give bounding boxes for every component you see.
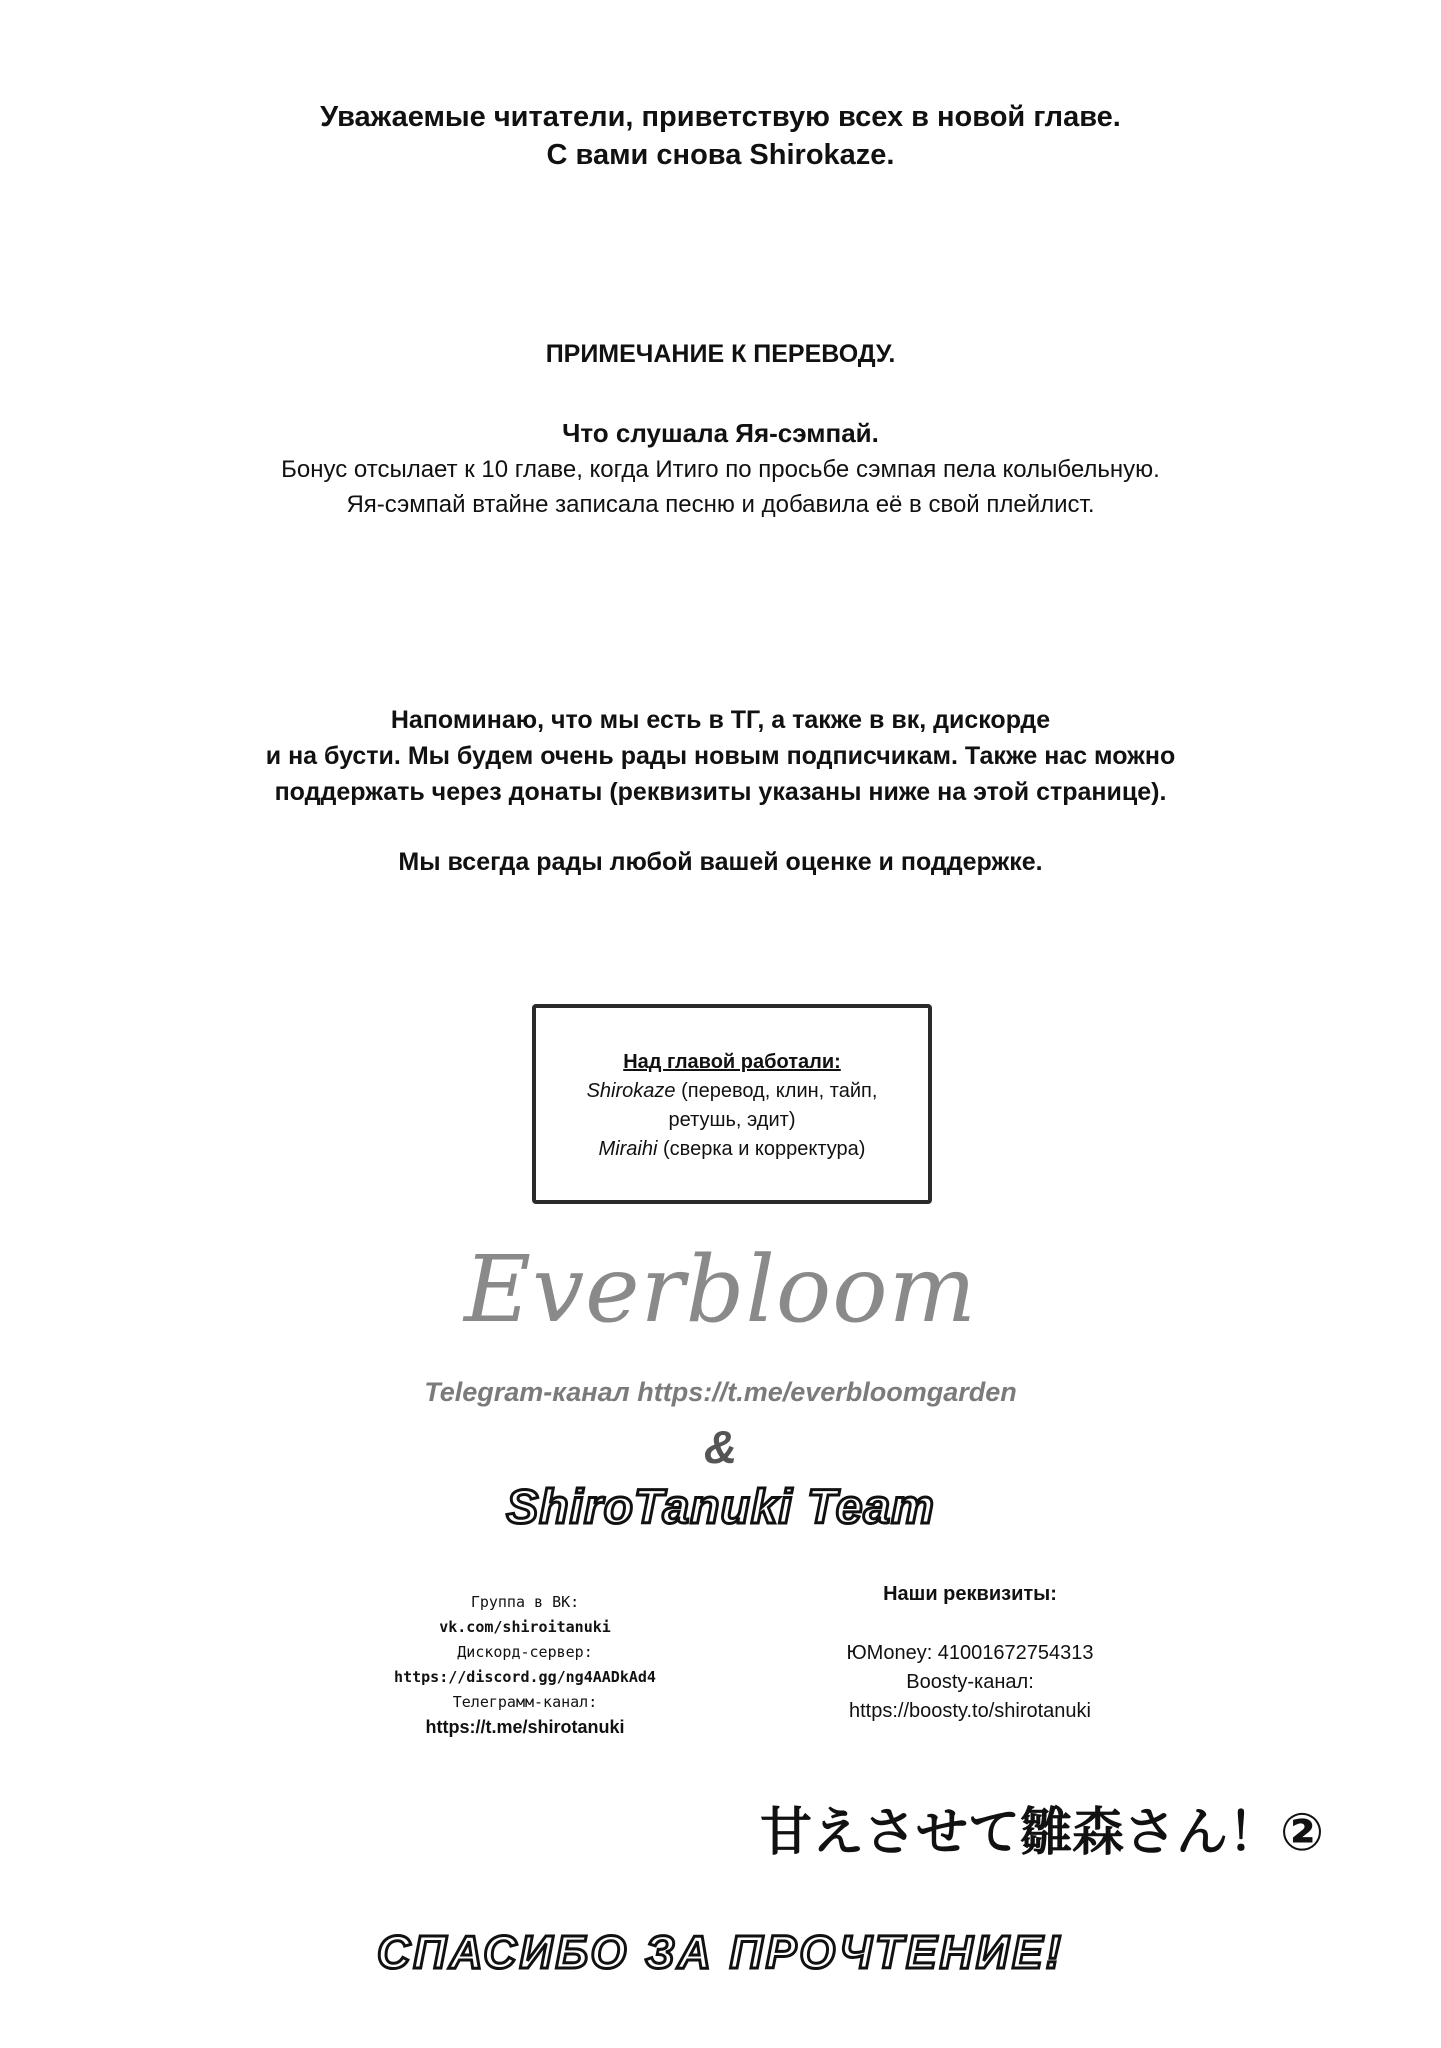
greeting-line-2: С вами снова Shirokaze. bbox=[546, 139, 895, 171]
boosty-link[interactable]: https://boosty.to/shirotanuki bbox=[849, 1700, 1091, 1722]
credits-person-1 bbox=[536, 1077, 928, 1106]
support-thanks: Мы всегда рады любой вашей оценке и поддержке. bbox=[398, 848, 1043, 876]
telegram-link[interactable]: https://t.me/shirotanuki bbox=[425, 1717, 625, 1737]
requisites-heading: Наши реквизиты: bbox=[883, 1583, 1057, 1605]
translation-note-subheading: Что слушала Яя-сэмпай. bbox=[562, 418, 879, 448]
ampersand: & bbox=[703, 1421, 738, 1473]
reminder-line-3: поддержать через донаты (реквизиты указаны ниже на этой странице). bbox=[274, 778, 1167, 806]
greeting bbox=[0, 98, 1441, 174]
greeting-line-1: Уважаемые читатели, приветствую всех в новой главе. bbox=[320, 101, 1121, 133]
reminder-paragraph bbox=[0, 702, 1441, 810]
credits-person-2 bbox=[536, 1135, 928, 1164]
credits-person-1-name: Shirokaze bbox=[586, 1080, 676, 1102]
boosty-label: Boosty-канал: bbox=[906, 1671, 1034, 1693]
translation-note-line-1: Бонус отсылает к 10 главе, когда Итиго по просьбе сэмпая пела колыбельную. bbox=[281, 456, 1160, 483]
credits-person-2-role: (сверка и корректура) bbox=[663, 1138, 866, 1160]
reminder-line-2: и на бусти. Мы будем очень рады новым подписчикам. Также нас можно bbox=[265, 742, 1176, 770]
credits-person-1-role: (перевод, клин, тайп, bbox=[681, 1080, 878, 1102]
yoomoney-account: ЮMoney: 41001672754313 bbox=[846, 1642, 1094, 1664]
credits-box bbox=[532, 1004, 932, 1204]
translation-note-heading: ПРИМЕЧАНИЕ К ПЕРЕВОДУ. bbox=[545, 340, 896, 368]
telegram-label: Телеграмм-канал: bbox=[452, 1693, 598, 1711]
credits-person-1-role-cont: ретушь, эдит) bbox=[668, 1109, 796, 1131]
vk-link[interactable]: vk.com/shiroitanuki bbox=[439, 1618, 611, 1636]
discord-label: Дискорд-сервер: bbox=[457, 1643, 593, 1661]
requisites bbox=[770, 1580, 1170, 1726]
reminder-line-1: Напоминаю, что мы есть в ТГ, а также в вк, дискорде bbox=[390, 706, 1051, 734]
discord-link[interactable]: https://discord.gg/ng4AADkAd4 bbox=[394, 1668, 656, 1686]
vk-label: Группа в ВК: bbox=[470, 1593, 580, 1611]
translation-note-body bbox=[0, 452, 1441, 522]
translation-note-line-2: Яя-сэмпай втайне записала песню и добавила её в свой плейлист. bbox=[346, 491, 1095, 518]
everbloom-logo: Everbloom bbox=[464, 1236, 977, 1343]
thanks-for-reading: СПАСИБО ЗА ПРОЧТЕНИЕ! bbox=[377, 1926, 1064, 1978]
manga-title-jp: 甘えさせて雛森さん！② bbox=[760, 1803, 1325, 1863]
shirotanuki-team-logo: ShiroTanuki Team bbox=[506, 1481, 935, 1534]
credits-title: Над главой работали: bbox=[623, 1051, 841, 1073]
everbloom-telegram-link[interactable]: Telegram-канал https://t.me/everbloomgarden bbox=[424, 1377, 1017, 1407]
credits-person-2-name: Miraihi bbox=[598, 1138, 658, 1160]
team-links bbox=[340, 1590, 710, 1740]
